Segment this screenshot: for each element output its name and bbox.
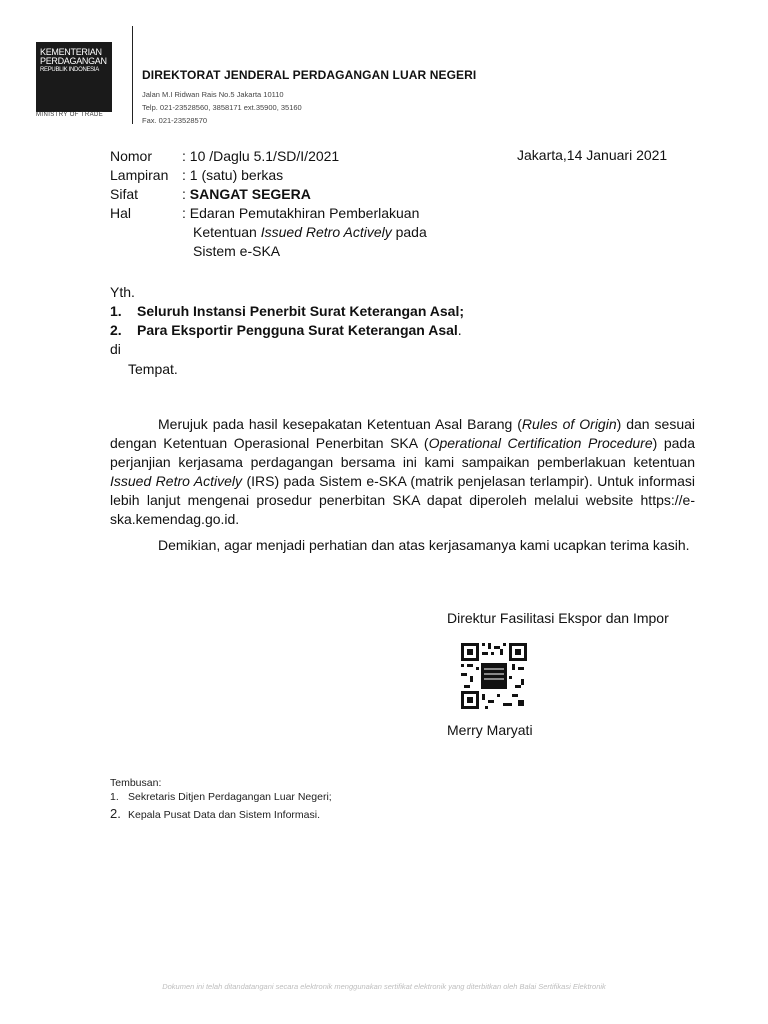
recipient-1 xyxy=(110,303,464,319)
p1-g: (IRS) pada Sistem e-SKA (matrik penjelasan terlampir). Untuk informasi lebih lanjut mengenai prosedur penerbitan SKA dapat diperoleh melalui website https://e-ska.kemendag.go.id. xyxy=(110,473,695,527)
p1-c: ) dan sesuai dengan Ketentuan Operasional Penerbitan SKA ( xyxy=(110,416,696,451)
hal-line-2-c: pada xyxy=(391,224,427,240)
p1-f: Issued Retro Actively xyxy=(110,473,243,489)
p2-text: Demikian, agar menjadi perhatian dan atas kerjasamanya kami ucapkan terima kasih. xyxy=(158,537,690,553)
tembusan-item-2-num: 2. xyxy=(110,806,121,821)
hal-line-2-italic: Issued Retro Actively xyxy=(260,224,392,240)
logo-text xyxy=(40,48,107,74)
phone-line: Telp. 021-23528560, 3858171 ext.35900, 35160 xyxy=(142,103,302,112)
lampiran-label: Lampiran xyxy=(110,167,169,183)
tembusan-label: Tembusan: xyxy=(110,777,162,789)
hal-line-1: : Edaran Pemutakhiran Pemberlakuan xyxy=(182,205,420,221)
p1-b: Rules of Origin xyxy=(521,416,617,432)
qr-code-icon xyxy=(461,643,527,709)
body-paragraph-2 xyxy=(110,536,695,555)
tembusan-item-2-text: Kepala Pusat Data dan Sistem Informasi. xyxy=(128,809,321,821)
logo-line-1: KEMENTERIAN xyxy=(40,47,102,57)
hal-line-2-a: Ketentuan xyxy=(193,224,261,240)
sifat-urgency: SANGAT SEGERA xyxy=(189,186,311,202)
electronic-signature-footer: Dokumen ini telah ditandatangani secara elektronik menggunakan sertifikat elektronik yang diterbitkan oleh Balai Sertifikasi Elektronik xyxy=(162,982,606,991)
logo-line-2: PERDAGANGAN xyxy=(40,56,107,66)
tembusan-item-1 xyxy=(110,791,332,803)
hal-label: Hal xyxy=(110,205,132,221)
di-label: di xyxy=(110,341,121,357)
nomor-value: : 10 /Daglu 5.1/SD/I/2021 xyxy=(182,148,340,164)
recipient-2-num: 2. xyxy=(110,322,122,338)
p1-d: Operational Certification Procedure xyxy=(428,435,653,451)
recipient-2-text: Para Eksportir Pengguna Surat Keterangan Asal xyxy=(137,322,458,338)
sifat-label: Sifat xyxy=(110,186,139,202)
address-line: Jalan M.I Ridwan Rais No.5 Jakarta 10110 xyxy=(142,90,284,99)
logo-line-3: REPUBLIK INDONESIA xyxy=(40,67,99,73)
sifat-value xyxy=(182,185,311,204)
letter-date: Jakarta,14 Januari 2021 xyxy=(517,147,668,163)
hal-line-2 xyxy=(193,223,427,242)
nomor-label: Nomor xyxy=(110,148,153,164)
header-divider xyxy=(132,26,133,124)
p1-e: ) pada perjanjian kerjasama perdagangan bersama ini kami sampaikan pemberlakuan ketentuan xyxy=(110,435,695,470)
sifat-colon: : xyxy=(182,186,190,202)
recipient-2 xyxy=(110,322,462,338)
recipient-2-end: . xyxy=(457,322,462,338)
tembusan-item-2 xyxy=(110,806,320,821)
p1-a: Merujuk pada hasil kesepakatan Ketentuan Asal Barang ( xyxy=(158,416,522,432)
recipient-1-num: 1. xyxy=(110,303,122,319)
lampiran-value: : 1 (satu) berkas xyxy=(182,167,284,183)
tempat-label: Tempat. xyxy=(128,361,178,377)
hal-line-3: Sistem e-SKA xyxy=(193,243,281,259)
fax-line: Fax. 021-23528570 xyxy=(142,116,208,125)
directorate-title: DIREKTORAT JENDERAL PERDAGANGAN LUAR NEGERI xyxy=(142,68,477,82)
signatory-name: Merry Maryati xyxy=(447,722,533,738)
yth: Yth. xyxy=(110,284,135,300)
ministry-caption: MINISTRY OF TRADE xyxy=(36,112,104,118)
signatory-title: Direktur Fasilitasi Ekspor dan Impor xyxy=(447,610,669,626)
tembusan-item-1-text: Sekretaris Ditjen Perdagangan Luar Negeri; xyxy=(128,791,332,803)
tembusan-item-1-num: 1. xyxy=(110,791,119,803)
body-paragraph-1 xyxy=(110,415,695,529)
recipient-1-text: Seluruh Instansi Penerbit Surat Keterangan Asal; xyxy=(137,303,465,319)
